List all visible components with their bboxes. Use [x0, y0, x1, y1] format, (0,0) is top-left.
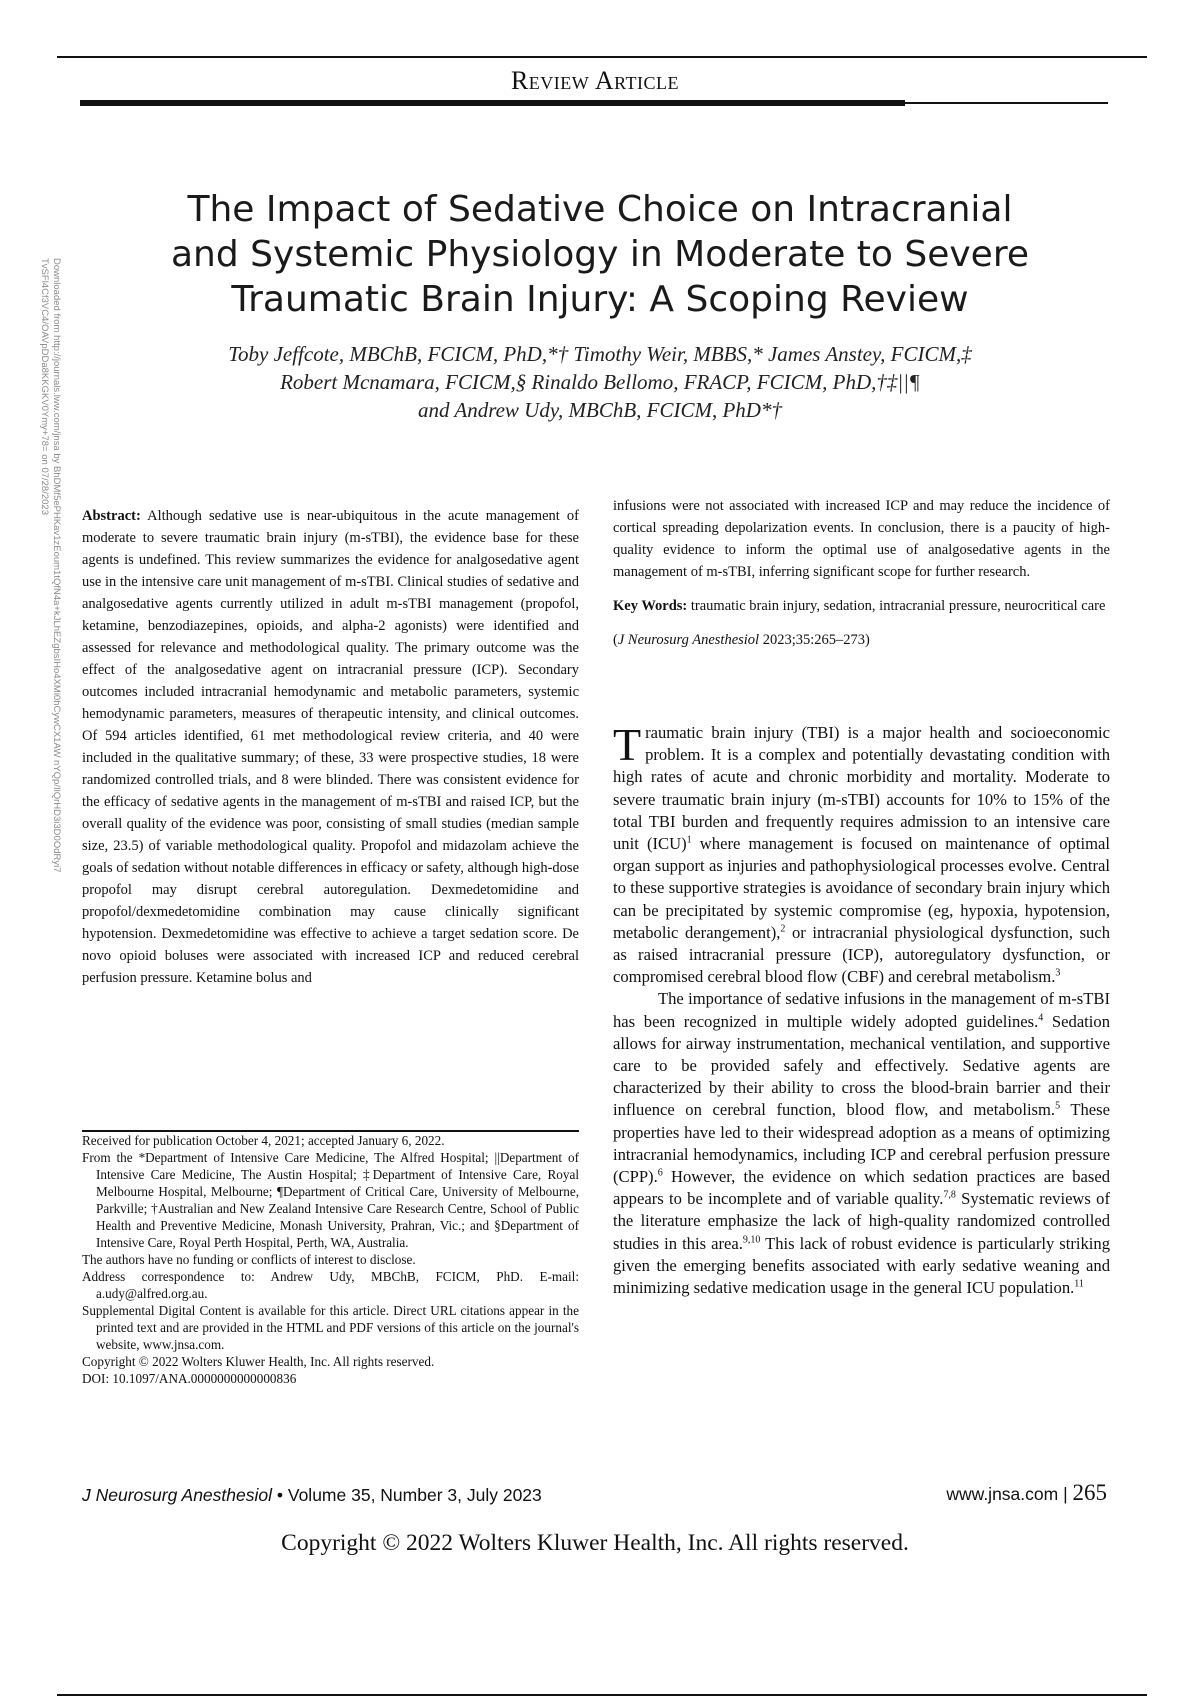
authors-line: and Andrew Udy, MBChB, FCICM, PhD*†: [418, 398, 782, 422]
body-paragraph: [613, 719, 1111, 988]
section-label: Review Article: [510, 66, 680, 95]
footer-website[interactable]: www.jnsa.com: [946, 1484, 1059, 1504]
reference-marker[interactable]: 9,10: [742, 1234, 761, 1246]
citation-journal: J Neurosurg Anesthesiol: [617, 632, 760, 648]
title-line: and Systemic Physiology in Moderate to Severe: [170, 234, 1029, 275]
authors-line: Robert Mcnamara, FCICM,§ Rinaldo Bellomo, FRACP, FCICM, PhD,†‡||¶: [280, 370, 920, 394]
keywords-text: traumatic brain injury, sedation, intracranial pressure, neurocritical care: [690, 598, 1106, 614]
reference-marker[interactable]: 6: [657, 1167, 663, 1179]
top-rule: [57, 56, 1147, 58]
body-text-run: or intracranial physiological dysfunction, such as raised intracranial pressure (ICP), autoregulatory dysfunction, or compromised cerebral blood flow (CBF) and cerebral metabolism.: [613, 922, 1111, 987]
citation-rest: 2023;35:265–273): [759, 632, 870, 648]
reference-marker[interactable]: 2: [780, 923, 786, 935]
author-list: [100, 340, 1100, 424]
reference-marker[interactable]: 4: [1038, 1012, 1044, 1024]
body-text-run: Systematic reviews of the literature emphasize the lack of high-quality randomized controlled studies in this area.: [613, 1189, 1110, 1253]
abstract-continuation-text: infusions were not associated with increased ICP and may reduce the incidence of cortical spreading depolarization events. In conclusion, there is a paucity of high-quality evidence to inform the optimal use of analgosedative agents in the management of m-sTBI, inferring significant scope for further research.: [613, 498, 1110, 580]
authors-line: Toby Jeffcote, MBChB, FCICM, PhD,*† Timothy Weir, MBBS,* James Anstey, FCICM,‡: [228, 342, 972, 366]
supplemental-note: Supplemental Digital Content is available for this article. Direct URL citations appear in the printed text and are provided in the HTML and PDF versions of this article on the journal's website, www.jnsa.com.: [82, 1303, 579, 1352]
keywords-label: Key Words:: [613, 598, 688, 614]
footer-separator: |: [1058, 1484, 1073, 1504]
body-text-run: These properties have led to their widespread adoption as a means of optimizing intracranial hemodynamics, including ICP and cerebral perfusion pressure (CPP).: [613, 1100, 1110, 1187]
reference-marker[interactable]: 7,8: [943, 1189, 956, 1201]
abstract-block: [82, 505, 579, 989]
received-note: Received for publication October 4, 2021; accepted January 6, 2022.: [82, 1133, 445, 1148]
keywords: [613, 595, 1110, 617]
body-text-run: raumatic brain injury (TBI) is a major health and socioeconomic problem. It is a complex and potentially devastating condition with high rates of acute and chronic morbidity and mortality. Moderate to severe traumatic brain injury (m-sTBI) accounts for 10% to 15% of the total TBI burden and frequently requires admission to an intensive care unit (ICU): [613, 723, 1110, 854]
body-text-run: This lack of robust evidence is particularly striking given the emerging benefits associated with early sedative weaning and minimizing sedative medication usage in the general ICU population.: [613, 1233, 1110, 1298]
bottom-rule: [57, 1694, 1147, 1696]
reference-marker[interactable]: 3: [1055, 967, 1061, 979]
download-watermark: Downloaded from http://journals.lww.com/jnsa by BhDMf5ePHKav1zEoum1tQfN4a+kJLhEZgbsIHo4XMi0hCywCX1AW nYQp/IlQrHD3i3D0OdRyi7TvSFl4Cf3VC4/OAVpDDa8KKGKV0Ymy+78= on 07/28/2023: [39, 258, 62, 873]
abstract-text: Although sedative use is near-ubiquitous in the acute management of moderate to severe traumatic brain injury (m-sTBI), the evidence base for these agents is undefined. This review summarizes the evidence for analgosedative agent use in the intensive care unit management of m-sTBI. Clinical studies of sedative and analgosedative agents currently utilized in adult m-sTBI management (propofol, ketamine, benzodiazepines, opioids, and alpha-2 agonists) were identified and assessed for relevance and methodological quality. The primary outcome was the effect of the analgosedative agent on intracranial pressure (ICP). Secondary outcomes included intracranial hemodynamic and metabolic parameters, systemic hemodynamic parameters, measures of therapeutic intensity, and clinical outcomes. Of 594 articles identified, 61 met methodological review criteria, and 40 were included in the qualitative summary; of these, 33 were prospective studies, 18 were randomized controlled trials, and 8 were blinded. There was consistent evidence for the efficacy of sedative agents in the management of m-sTBI and raised ICP, but the overall quality of the evidence was poor, consisting of small studies (median sample size, 23.5) of variable methodological quality. Propofol and midazolam achieve the goals of sedation without notable differences in efficacy or safety, although high-dose propofol may disrupt cerebral autoregulation. Dexmedetomidine and propofol/dexmedetomidine combination may cause clinically significant hypotension. Dexmedetomidine was effective to achieve a target sedation score. De novo opioid boluses were associated with increased ICP and reduced cerebral perfusion pressure. Ketamine bolus and: [82, 508, 580, 986]
body-text-run: Sedation allows for airway instrumentation, mechanical ventilation, and supportive care to be provided safely and effectively. Sedative agents are characterized by their ability to cross the blood-brain barrier and their influence on cerebral function, blood flow, and metabolism.: [613, 1011, 1110, 1120]
title-line: The Impact of Sedative Choice on Intracranial: [187, 189, 1013, 230]
funding-note: The authors have no funding or conflicts of interest to disclose.: [82, 1252, 416, 1267]
citation-open: (: [613, 632, 618, 648]
abstract-label: Abstract:: [82, 508, 141, 524]
body-text-run: where management is focused on maintenance of optimal organ support as injuries and pathophysiological processes evolve. Central to these supportive strategies is avoidance of secondary brain injury which can be precipitated by systemic compromise (eg, hypoxia, hypotension, metabolic derangement),: [613, 834, 1110, 942]
body-text-run: However, the evidence on which sedation practices are based appears to be incomplete and of variable quality.: [613, 1167, 1110, 1209]
title-line: Traumatic Brain Injury: A Scoping Review: [231, 279, 969, 320]
header-thick-bar: [80, 100, 905, 106]
front-matter-notes: [82, 1132, 579, 1387]
abstract-paragraph: [82, 505, 579, 989]
body-text: [613, 719, 1111, 1299]
body-paragraph: [613, 988, 1110, 1299]
bottom-copyright: Copyright © 2022 Wolters Kluwer Health, Inc. All rights reserved.: [281, 1530, 909, 1556]
affiliations-note: From the *Department of Intensive Care Medicine, The Alfred Hospital; ||Department of Intensive Care Medicine, The Austin Hospital; ‡Department of Intensive Care, Royal Melbourne Hospital, Melbourne; ¶Department of Critical Care, University of Melbourne, Parkville; †Australian and New Zealand Intensive Care Research Centre, School of Public Health and Preventive Medicine, Monash University, Prahran, Vic.; and §Department of Intensive Care, Royal Perth Hospital, Perth, WA, Australia.: [82, 1150, 579, 1250]
reference-marker[interactable]: 11: [1074, 1278, 1084, 1290]
footer-volume: • Volume 35, Number 3, July 2023: [272, 1485, 542, 1505]
abstract-continuation: [613, 495, 1110, 651]
drop-cap: T: [613, 719, 642, 770]
article-title: [110, 187, 1090, 322]
reference-marker[interactable]: 1: [686, 834, 692, 846]
footer-journal-name: J Neurosurg Anesthesiol: [82, 1485, 273, 1505]
header-thin-bar: [905, 102, 1108, 104]
footer-page-info: [946, 1480, 1107, 1506]
correspondence-note: Address correspondence to: Andrew Udy, MBChB, FCICM, PhD. E-mail: a.udy@alfred.org.au.: [82, 1269, 579, 1301]
page-number: 265: [1072, 1480, 1107, 1505]
doi-note: DOI: 10.1097/ANA.0000000000000836: [82, 1371, 297, 1386]
reference-marker[interactable]: 5: [1055, 1100, 1061, 1112]
body-text-run: The importance of sedative infusions in the management of m-sTBI has been recognized in multiple widely adopted guidelines.: [613, 989, 1110, 1031]
journal-citation: [613, 629, 1110, 651]
copyright-note: Copyright © 2022 Wolters Kluwer Health, Inc. All rights reserved.: [82, 1354, 435, 1369]
footer-journal-info: [82, 1485, 542, 1506]
